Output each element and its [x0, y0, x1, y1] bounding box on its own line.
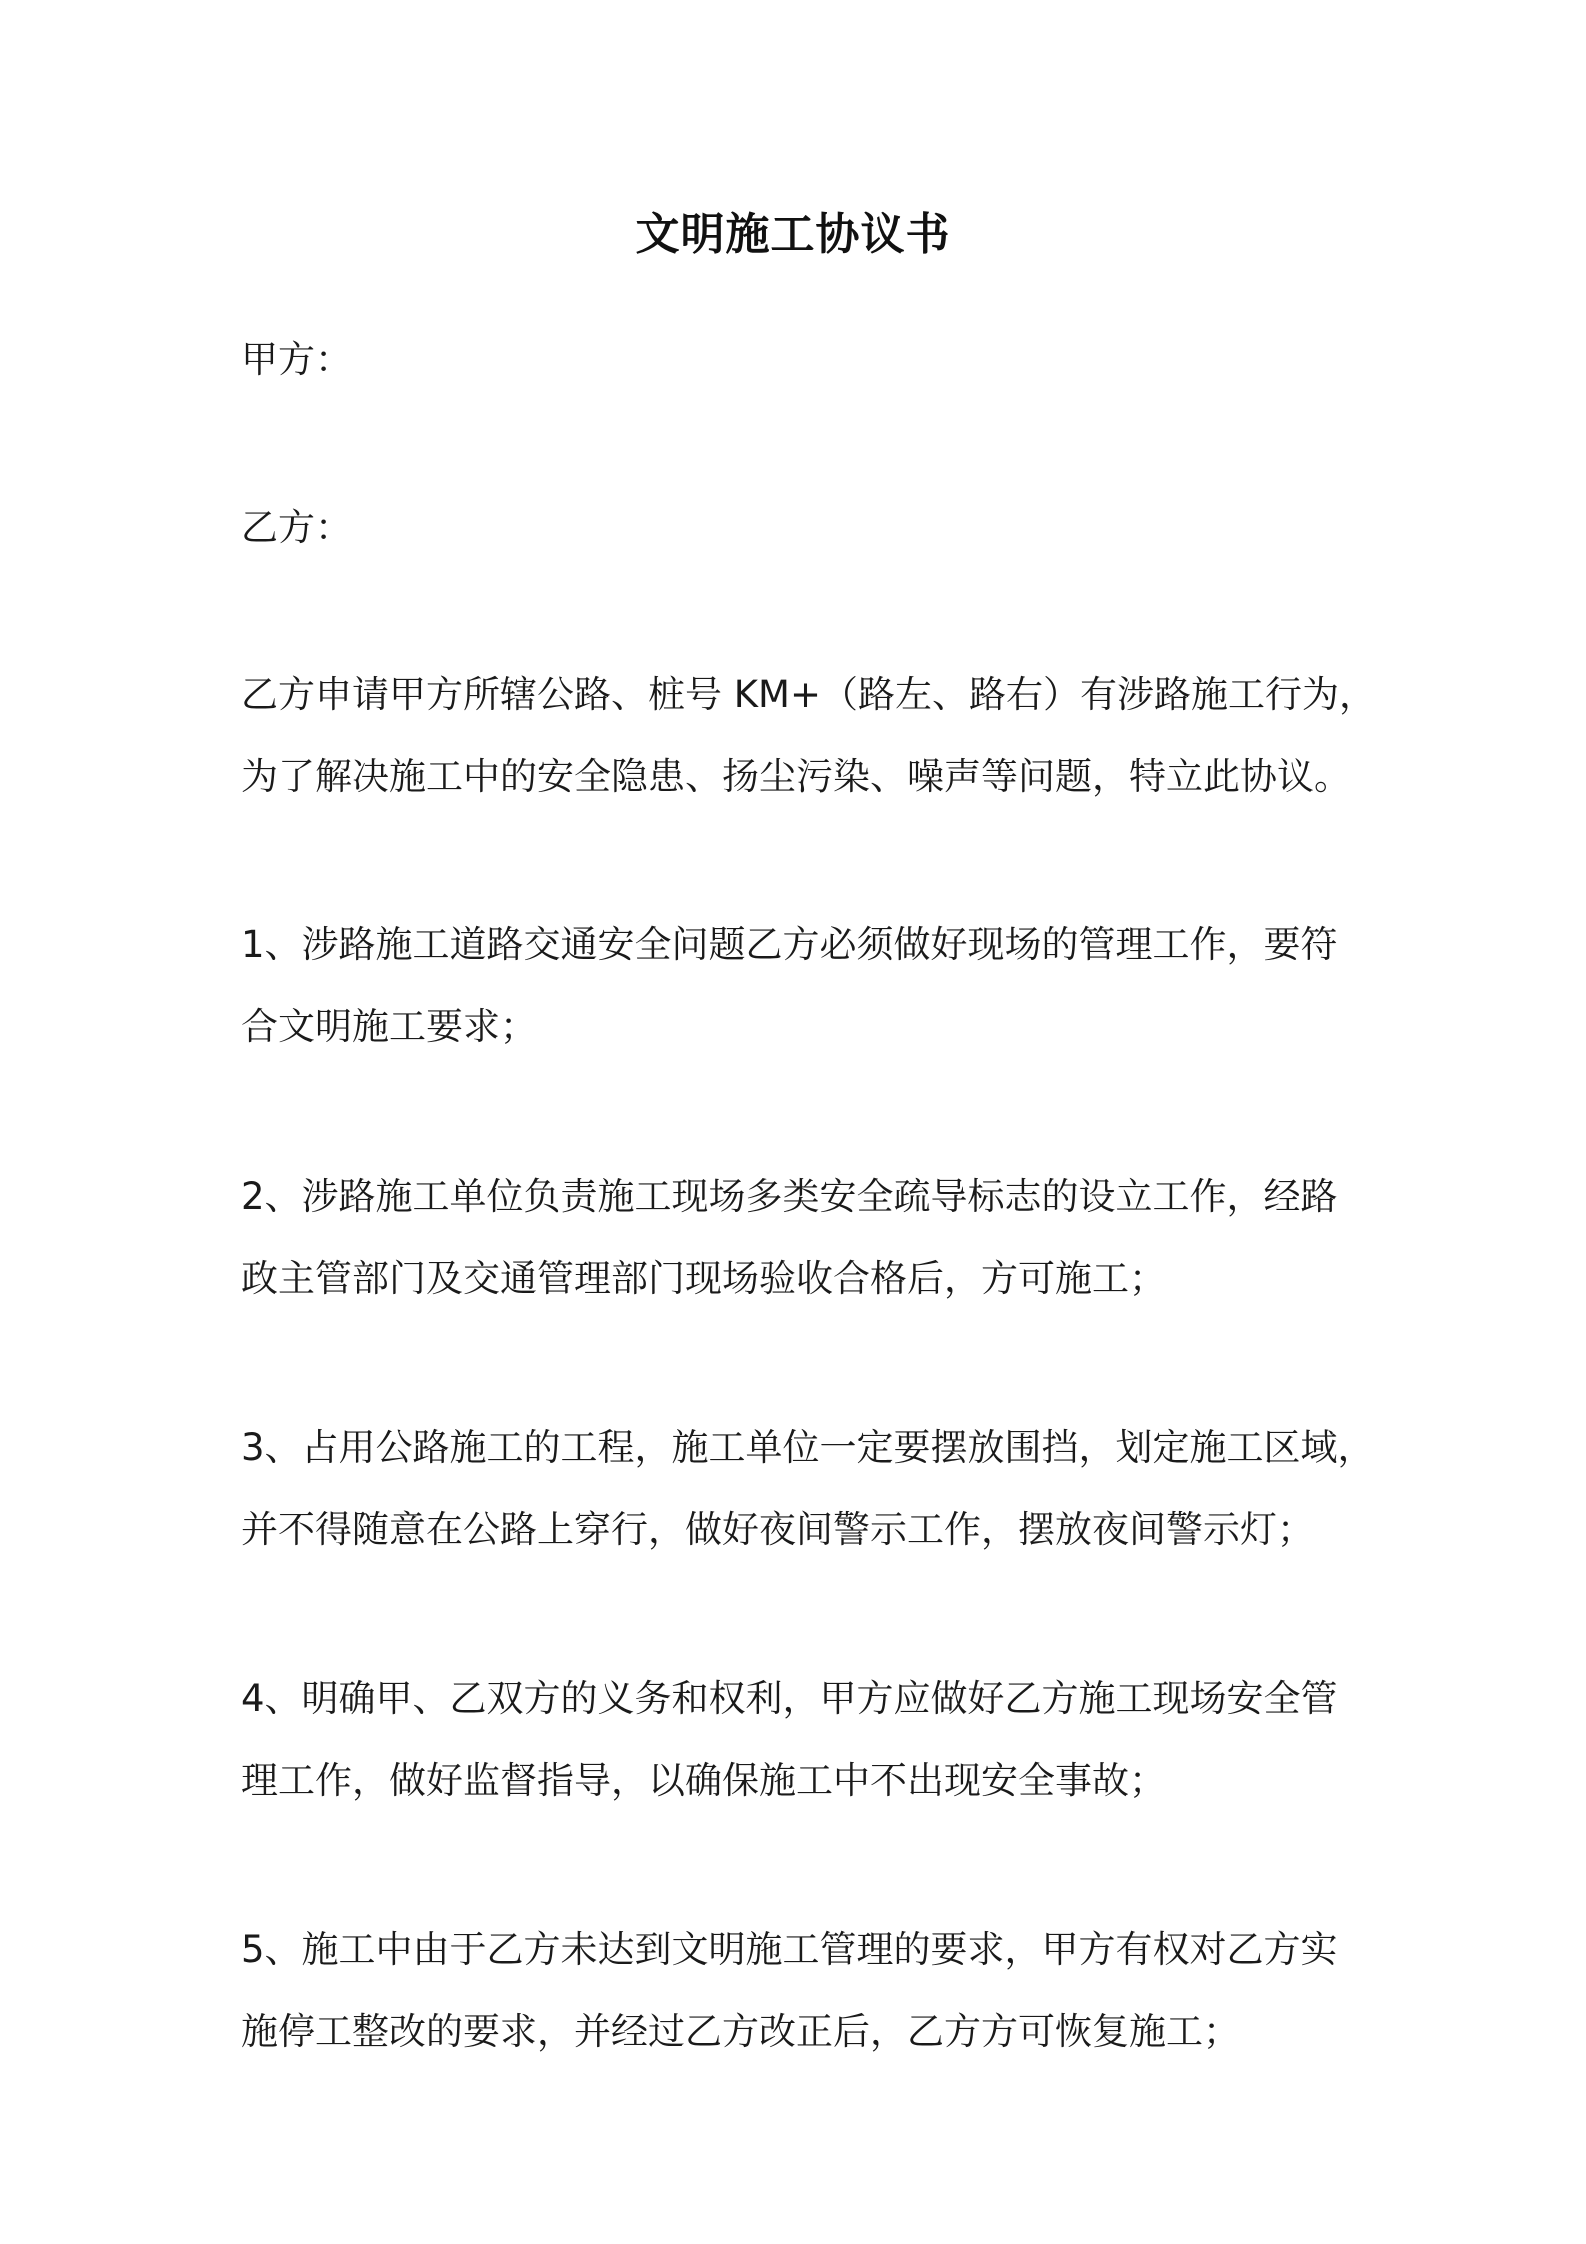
party-a-label: 甲方： [241, 338, 352, 381]
clause-3-line-2: 并不得随意在公路上穿行，做好夜间警示工作，摆放夜间警示灯； [241, 1508, 1314, 1551]
clause-1-line-1: 1、涉路施工道路交通安全问题乙方必须做好现场的管理工作，要符 [241, 923, 1338, 966]
document-title: 文明施工协议书 [635, 209, 951, 260]
clause-4-line-1: 4、明确甲、乙双方的义务和权利，甲方应做好乙方施工现场安全管 [241, 1677, 1338, 1720]
clause-5-line-1: 5、施工中由于乙方未达到文明施工管理的要求，甲方有权对乙方实 [241, 1928, 1338, 1971]
party-b-label: 乙方： [241, 506, 352, 549]
clause-3-line-1: 3、占用公路施工的工程，施工单位一定要摆放围挡，划定施工区域， [241, 1426, 1375, 1469]
intro-line-2: 为了解决施工中的安全隐患、扬尘污染、噪声等问题，特立此协议。 [241, 755, 1351, 798]
clause-5-line-2: 施停工整改的要求，并经过乙方改正后，乙方方可恢复施工； [241, 2010, 1240, 2053]
intro-line-1: 乙方申请甲方所辖公路、桩号 KM+（路左、路右）有涉路施工行为， [241, 673, 1376, 716]
clause-4-line-2: 理工作，做好监督指导，以确保施工中不出现安全事故； [241, 1759, 1166, 1802]
clause-1-line-2: 合文明施工要求； [241, 1005, 537, 1048]
clause-2-line-2: 政主管部门及交通管理部门现场验收合格后，方可施工； [241, 1257, 1166, 1300]
clause-2-line-1: 2、涉路施工单位负责施工现场多类安全疏导标志的设立工作，经路 [241, 1175, 1338, 1218]
